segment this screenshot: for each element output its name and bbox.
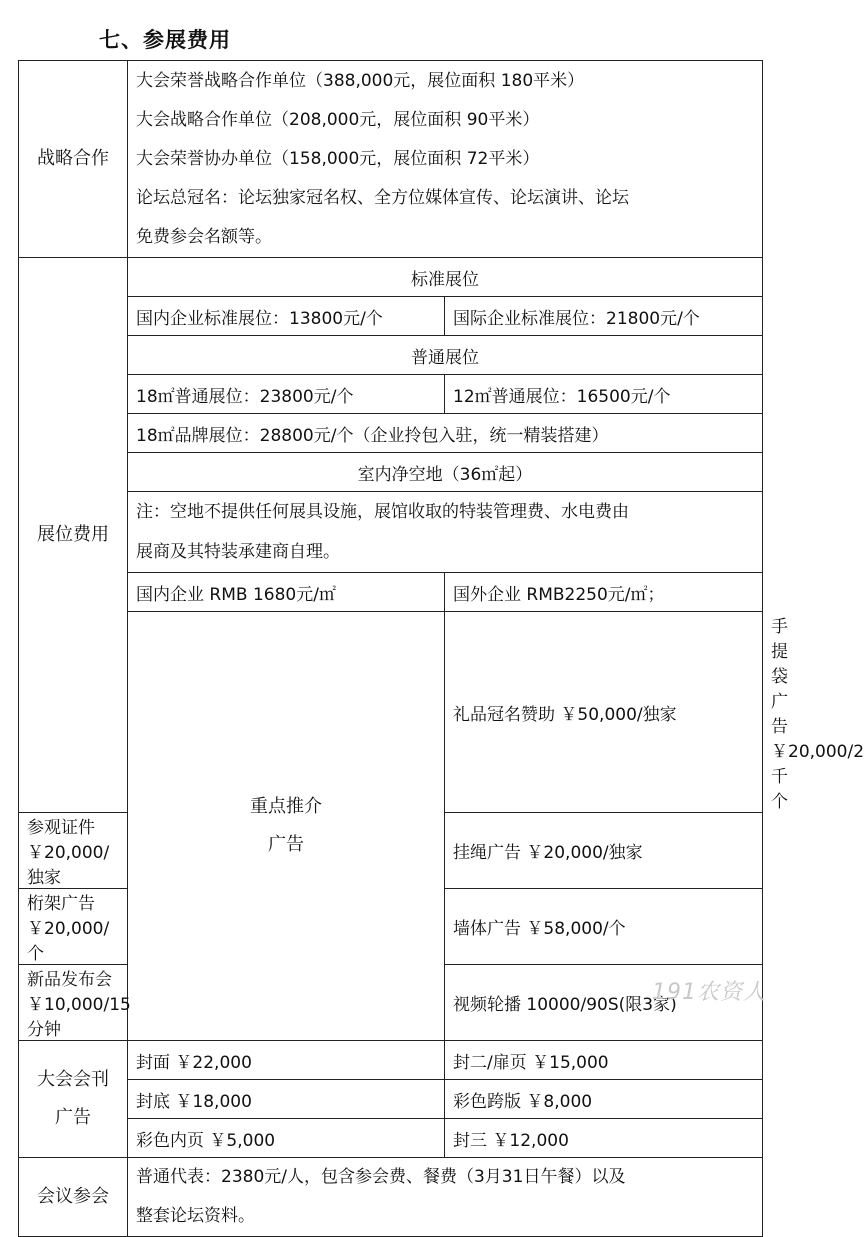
meeting-line: 整套论坛资料。 [136,1206,255,1226]
brand-18-price: 18㎡品牌展位：28800元/个（企业拎包入驻，统一精装搭建） [128,414,763,453]
standard-intl-price: 国际企业标准展位：21800元/个 [445,297,763,336]
ad-item: 桁架广告 ￥20,000/个 [19,889,128,965]
ordinary-booth-title: 普通展位 [128,336,763,375]
strategic-content [128,61,763,258]
ordinary-18-price: 18㎡普通展位：23800元/个 [128,375,445,414]
journal-label-line: 大会会刊 [37,1069,109,1090]
meeting-line: 普通代表：2380元/人，包含参会费、餐费（3月31日午餐）以及 [136,1167,626,1187]
ads-label-line: 重点推介 [250,796,322,817]
ordinary-12-price: 12㎡普通展位：16500元/个 [445,375,763,414]
ad-item: 新品发布会 ￥10,000/15分钟 [19,965,128,1041]
meeting-label: 会议参会 [19,1158,128,1237]
ads-label [128,612,445,1041]
indoor-note-line: 展商及其特装承建商自理。 [136,542,340,562]
strategic-label: 战略合作 [19,61,128,258]
fee-table: 战略合作 大会荣誉战略合作单位（388,000元，展位面积 180平米） 大会战略合作单位（208,000元，展位面积 90平米） 大会荣誉协办单位（158,000元，展位面积 72平米） 论坛总冠名：论坛独家冠名权、全方位媒体宣传、论坛演讲、论坛 免费参会名额等。 展位费用 标准展位 国内企业标准展位：13800元/个 国际企业标准展位：21800元/个 普通展位 18㎡普通展位：23800元/个 12㎡普通展位：16500元/个 18㎡品牌展位：28800元/个（企业拎包入驻，统一精装搭建） 室内净空地（36㎡起） 注：空地不提供任何展具设施，展馆收取的特装管理费、水电费由 展商及其特装承建商自理。 国内企业 RMB 1680元/㎡ 国外企业 RMB2250元/㎡； 重点推介 广告 礼品冠名赞助 ￥50,000/独家 手提袋广告 ￥20,000/2千个 参观证件 ￥20,000/独家 挂绳广告 ￥20,000/独家 桁架广告 ￥20,000/个 墙体广告 ￥58,000/个 新品发布会 ￥10,000/15分钟 视频轮播 10000/90S(限3家) 大会会刊 广告 封面 ￥22,000 封二/扉页 ￥15,000 封底 ￥18,000 彩色跨版 ￥8,000 彩色内页 ￥5,000 封三 ￥12,000 会议参会 普通代表：2380元/人，包含参会费、餐费（3月31日午餐）以及 整套论坛资料。 [18,60,763,1237]
journal-item: 彩色跨版 ￥8,000 [445,1080,763,1119]
ad-item: 礼品冠名赞助 ￥50,000/独家 [445,612,763,813]
ad-item: 挂绳广告 ￥20,000/独家 [445,813,763,889]
indoor-note-line: 注：空地不提供任何展具设施，展馆收取的特装管理费、水电费由 [136,502,629,522]
strategic-line: 免费参会名额等。 [136,226,272,247]
booth-label: 展位费用 [19,258,128,813]
journal-item: 封面 ￥22,000 [128,1041,445,1080]
ad-item: 墙体广告 ￥58,000/个 [445,889,763,965]
journal-label-line: 广告 [55,1107,91,1128]
ad-item: 视频轮播 10000/90S(限3家) [445,965,763,1041]
indoor-domestic-price: 国内企业 RMB 1680元/㎡ [128,573,445,612]
strategic-row [19,61,763,258]
standard-booth-title: 标准展位 [128,258,763,297]
meeting-content [128,1158,763,1237]
strategic-line: 大会战略合作单位（208,000元，展位面积 90平米） [136,109,540,130]
journal-item: 封二/扉页 ￥15,000 [445,1041,763,1080]
strategic-line: 论坛总冠名：论坛独家冠名权、全方位媒体宣传、论坛演讲、论坛 [136,187,629,208]
section-heading: 七、参展费用 [99,27,231,52]
indoor-foreign-price: 国外企业 RMB2250元/㎡； [445,573,763,612]
strategic-line: 大会荣誉协办单位（158,000元，展位面积 72平米） [136,148,540,169]
ad-item: 参观证件 ￥20,000/独家 [19,813,128,889]
journal-item: 彩色内页 ￥5,000 [128,1119,445,1158]
journal-item: 封底 ￥18,000 [128,1080,445,1119]
indoor-space-note [128,492,763,573]
journal-label [19,1041,128,1158]
ads-label-line: 广告 [268,834,304,855]
indoor-space-title: 室内净空地（36㎡起） [128,453,763,492]
journal-item: 封三 ￥12,000 [445,1119,763,1158]
watermark-logo: 191农资人 [652,980,766,1005]
standard-domestic-price: 国内企业标准展位：13800元/个 [128,297,445,336]
strategic-line: 大会荣誉战略合作单位（388,000元，展位面积 180平米） [136,70,585,91]
